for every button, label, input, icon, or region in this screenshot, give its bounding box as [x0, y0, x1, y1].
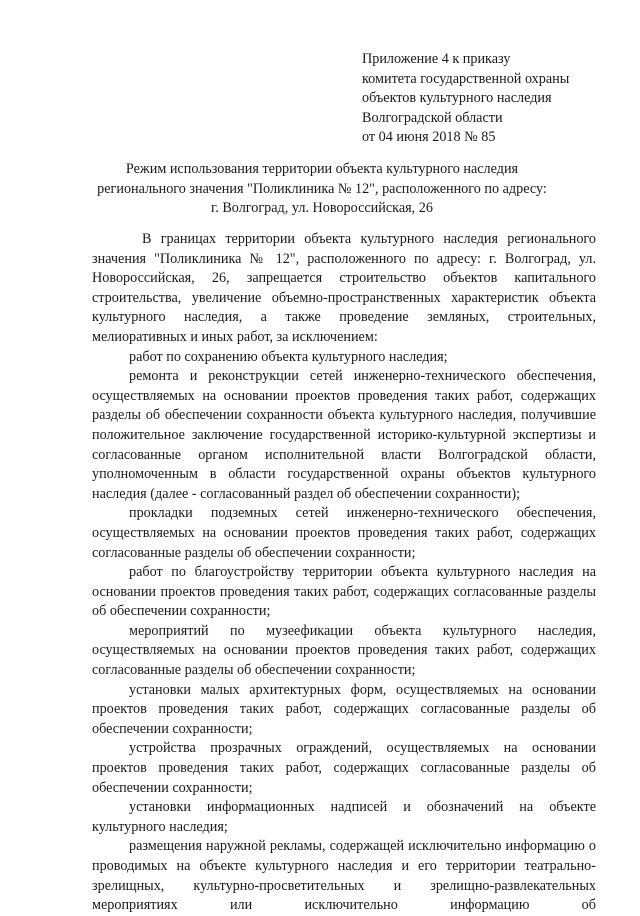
header-line: комитета государственной охраны: [362, 70, 570, 87]
list-item: устройства прозрачных ограждений, осуществляемых на основании проектов проведения таких работ, содержащих согласованные разделы об обеспечении сохранности;: [92, 740, 596, 796]
header-line: Волгоградской области: [362, 109, 503, 126]
list-item: установки малых архитектурных форм, осуществляемых на основании проектов проведения таких работ, содержащих согласованные разделы об обеспечении сохранности;: [92, 681, 596, 737]
title-line: регионального значения "Поликлиника № 12", расположенного по адресу:: [97, 180, 547, 197]
list-item: установки информационных надписей и обозначений на объекте культурного наследия;: [92, 799, 596, 835]
header-line: Приложение 4 к приказу: [362, 51, 511, 67]
list-item: прокладки подземных сетей инженерно-технического обеспечения, осуществляемых на основании проектов проведения таких работ, содержащих согласованные разделы об обеспечении сохранности;: [92, 505, 596, 561]
appendix-header: [362, 50, 632, 148]
title-line: Режим использования территории объекта культурного наследия: [125, 161, 519, 177]
header-line: объектов культурного наследия: [362, 90, 552, 106]
intro-paragraph: В границах территории объекта культурного наследия регионального значения "Поликлиника № 12", расположенного по адресу: г. Волгоград, ул. Новороссийская, 26, запрещается строительство объектов капитального строительства, увеличение объемно-пространственных характеристик объекта культурного наследия, а также проведение земляных, строительных, мелиоративных и иных работ, за исключением:: [92, 231, 596, 345]
list-item: мероприятий по музеефикации объекта культурного наследия, осуществляемых на основании проектов проведения таких работ, содержащих согласованные разделы об обеспечении сохранности;: [92, 622, 596, 679]
list-item: работ по благоустройству территории объекта культурного наследия на основании проектов проведения таких работ, содержащих согласованные разделы об обеспечении сохранности;: [92, 564, 596, 620]
title-line: г. Волгоград, ул. Новороссийская, 26: [211, 200, 433, 216]
list-item: размещения наружной рекламы, содержащей исключительно информацию о проводимых на объекте культурного наследия и его территории театрально-зрелищных, культурно-просветительных и зрелищно-развлекательных мероприятиях или исключительно информацию об: [92, 838, 596, 914]
header-line: от 04 июня 2018 № 85: [362, 129, 496, 145]
document-body: [92, 230, 596, 916]
document-title: [88, 160, 556, 219]
list-item: ремонта и реконструкции сетей инженерно-технического обеспечения, осуществляемых на основании проектов проведения таких работ, содержащих разделы об обеспечении сохранности объекта культурного наследия, получившие положительное заключение государственной историко-культурной экспертизы и согласованные органом исполнительной власти Волгоградской области, уполномоченным в области государственной охраны объектов культурного наследия (далее - согласованный раздел об обеспечении сохранности);: [92, 368, 596, 502]
list-item: работ по сохранению объекта культурного наследия;: [129, 348, 448, 365]
